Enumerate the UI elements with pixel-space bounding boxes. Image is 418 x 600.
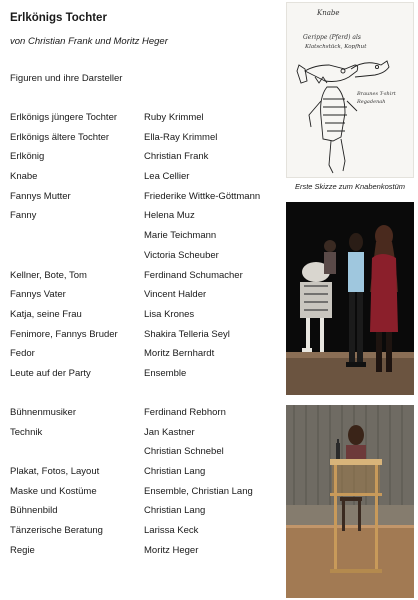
costume-sketch-image <box>286 2 414 178</box>
role-name: Fedor <box>10 348 35 360</box>
performer-name: Ferdinand Schumacher <box>144 269 243 281</box>
crew-row <box>10 446 282 466</box>
performer-name: Marie Teichmann <box>144 230 217 242</box>
stage-photo-table <box>286 405 414 598</box>
performer-name: Ensemble, Christian Lang <box>144 485 253 497</box>
cast-row <box>10 191 282 211</box>
sketch-note: Braunes T-shirt <box>357 91 396 97</box>
role-name: Leute auf der Party <box>10 367 91 379</box>
performer-name: Larissa Keck <box>144 525 199 537</box>
role-name: Knabe <box>10 171 38 183</box>
sketch-note: Knabe <box>317 9 340 17</box>
performer-name: Friederike Wittke-Göttmann <box>144 190 261 202</box>
cast-row <box>10 309 282 329</box>
role-name: Technik <box>10 426 43 438</box>
sketch-caption: Erste Skizze zum Knabenkostüm <box>294 182 406 191</box>
crew-row <box>10 505 282 525</box>
crew-row <box>10 427 282 447</box>
role-name: Bühnenbild <box>10 505 58 517</box>
role-name: Tänzerische Beratung <box>10 525 103 537</box>
cast-row <box>10 112 282 132</box>
cast-list <box>10 112 282 388</box>
performer-name: Lisa Krones <box>144 308 195 320</box>
page-title: Erlkönigs Tochter <box>10 12 107 24</box>
cast-row <box>10 250 282 270</box>
role-name: Fannys Mutter <box>10 190 71 202</box>
performer-name: Ferdinand Rebhorn <box>144 407 226 418</box>
performer-name: Ruby Krimmel <box>144 112 204 123</box>
performer-name: Christian Lang <box>144 466 206 478</box>
sketch-note: Klatschstück, Kopfhut <box>305 44 367 50</box>
page-subtitle: von Christian Frank und Moritz Heger <box>10 36 168 47</box>
role-name: Erlkönigs jüngere Tochter <box>10 112 118 123</box>
role-name: Kellner, Bote, Tom <box>10 269 87 281</box>
role-name: Regie <box>10 544 35 556</box>
sketch-note: Regadenah <box>357 99 386 105</box>
performer-name: Shakira Telleria Seyl <box>144 328 230 340</box>
role-name: Erlkönig <box>10 151 45 163</box>
cast-row <box>10 171 282 191</box>
stage-photo-skeleton <box>286 202 414 395</box>
cast-row <box>10 329 282 349</box>
role-name: Erlkönigs ältere Tochter <box>10 131 110 143</box>
performer-name: Ella-Ray Krimmel <box>144 131 218 143</box>
performer-name: Lea Cellier <box>144 171 190 183</box>
role-name: Bühnenmusiker <box>10 407 77 418</box>
horse-skull-icon <box>297 61 389 83</box>
role-name: Plakat, Fotos, Layout <box>10 466 100 478</box>
role-name: Maske und Kostüme <box>10 485 97 497</box>
performer-name: Christian Schnebel <box>144 446 224 458</box>
cast-row <box>10 368 282 388</box>
crew-row <box>10 466 282 486</box>
cast-row <box>10 151 282 171</box>
performer-name: Ensemble <box>144 367 187 379</box>
cast-row <box>10 289 282 309</box>
cast-row <box>10 210 282 230</box>
crew-row <box>10 486 282 506</box>
actor-figure <box>324 240 336 274</box>
crew-row <box>10 545 282 565</box>
performer-name: Moritz Heger <box>144 544 199 556</box>
performer-name: Moritz Bernhardt <box>144 348 215 360</box>
performer-name: Christian Lang <box>144 505 206 517</box>
role-name: Katja, seine Frau <box>10 308 82 320</box>
sketch-note: Gerippe (Pferd) als <box>303 34 361 41</box>
performer-name: Christian Frank <box>144 151 209 163</box>
section-heading: Figuren und ihre Darsteller <box>10 73 123 84</box>
performer-name: Victoria Scheuber <box>144 249 219 261</box>
role-name: Fanny <box>10 210 37 222</box>
crew-list <box>10 407 282 565</box>
cast-row <box>10 230 282 250</box>
cast-row <box>10 270 282 290</box>
role-name: Fannys Vater <box>10 289 66 301</box>
role-name: Fenimore, Fannys Bruder <box>10 328 118 340</box>
performer-name: Helena Muz <box>144 210 195 222</box>
performer-name: Jan Kastner <box>144 426 195 438</box>
crew-row <box>10 407 282 427</box>
performer-name: Vincent Halder <box>144 289 207 301</box>
figure-drawing-icon <box>309 87 357 173</box>
crew-row <box>10 525 282 545</box>
cast-row <box>10 132 282 152</box>
cast-row <box>10 348 282 368</box>
